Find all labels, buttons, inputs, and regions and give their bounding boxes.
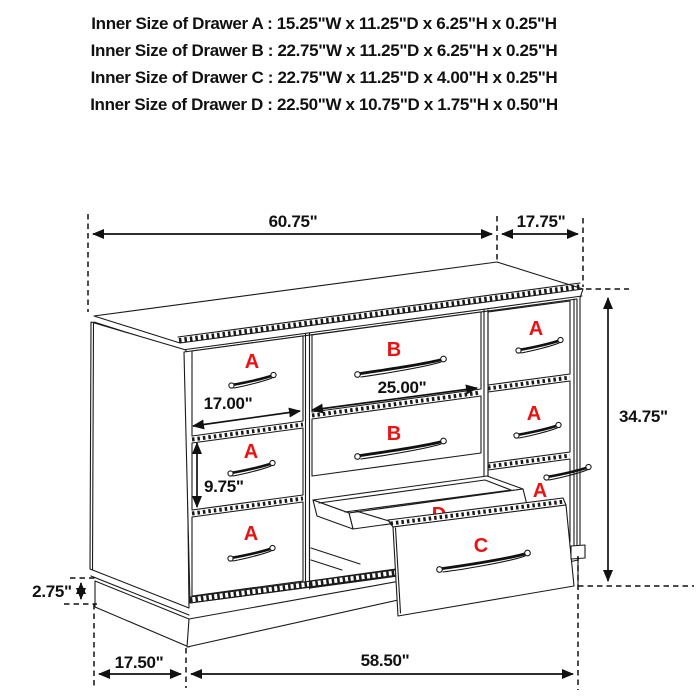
- label-drawer-a-top: A: [528, 318, 544, 340]
- spec-line-drawer-a: Inner Size of Drawer A : 15.25"W x 11.25"D x 6.25"H x 0.25"H: [91, 14, 557, 33]
- drawer-a3-face: [192, 502, 303, 596]
- dim-drawer-a-height-label: 9.75": [204, 477, 244, 496]
- dim-drawer-a-width-label: 17.00": [203, 394, 253, 413]
- dim-base-depth-label: 17.50": [114, 653, 164, 672]
- dim-base-width-label: 58.50": [360, 651, 410, 670]
- label-drawer-a3: A: [243, 523, 259, 545]
- label-drawer-a-bot: A: [532, 480, 548, 502]
- dim-top-width-label: 60.75": [268, 212, 318, 231]
- left-side-panel: [90, 322, 189, 615]
- label-drawer-b2: B: [386, 423, 402, 445]
- spec-line-drawer-b: Inner Size of Drawer B : 22.75"W x 11.25"D x 6.25"H x 0.25"H: [90, 41, 558, 60]
- dim-top-depth-label: 17.75": [516, 212, 566, 231]
- dim-base-height-label: 2.75": [32, 582, 72, 601]
- label-drawer-a-mid: A: [526, 403, 542, 425]
- drawer-column-left: [192, 336, 303, 596]
- spec-line-drawer-d: Inner Size of Drawer D : 22.50"W x 10.75"D x 1.75"H x 0.50"H: [90, 95, 558, 114]
- label-drawer-a1: A: [244, 351, 260, 373]
- label-drawer-c: C: [473, 535, 489, 557]
- dim-height-label: 34.75": [619, 407, 668, 426]
- label-drawer-b1: B: [386, 339, 402, 361]
- dim-drawer-b-width-label: 25.00": [377, 378, 427, 397]
- spec-line-drawer-c: Inner Size of Drawer C : 22.75"W x 11.25"D x 4.00"H x 0.25"H: [90, 68, 558, 87]
- header-spec-lines: [90, 14, 558, 114]
- label-drawer-a2: A: [243, 441, 259, 463]
